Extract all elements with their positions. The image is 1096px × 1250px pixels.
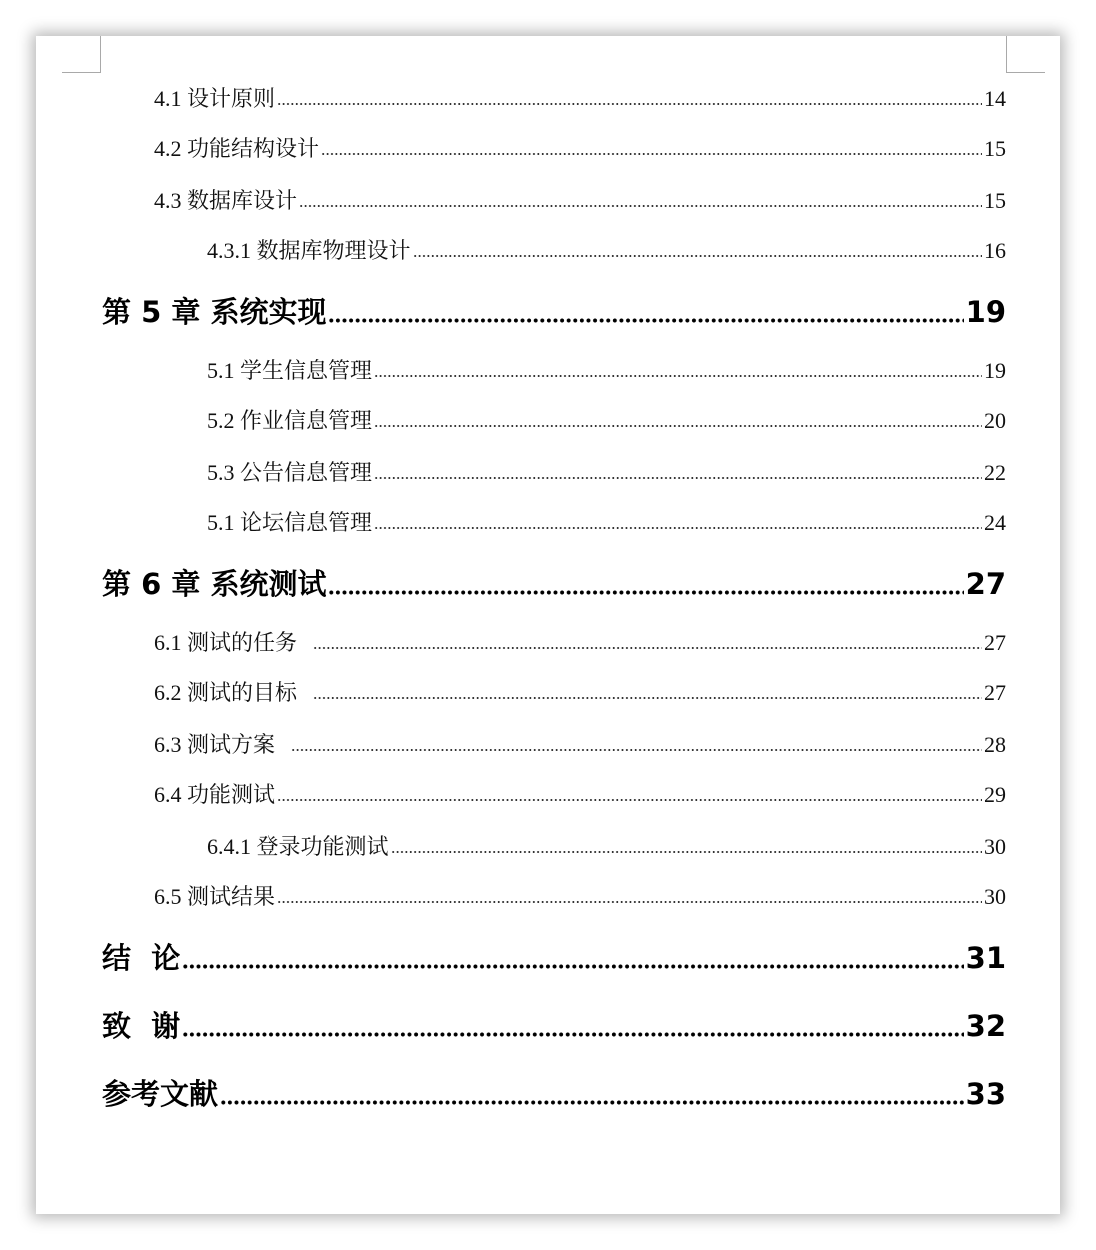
toc-dot-leader xyxy=(374,477,982,479)
toc-dot-leader xyxy=(182,1032,963,1037)
toc-dot-leader xyxy=(313,647,982,649)
toc-page-number: 30 xyxy=(984,884,1006,909)
toc-page-number: 15 xyxy=(984,188,1006,213)
toc-dot-leader xyxy=(182,964,963,969)
toc-entry-references[interactable] xyxy=(102,1072,1006,1112)
toc-entry-label: 5.1 学生信息管理 xyxy=(207,358,373,383)
toc-entry-6-5[interactable] xyxy=(154,880,1006,910)
toc-entry-5-3[interactable] xyxy=(207,456,1006,486)
toc-dot-leader xyxy=(374,527,982,529)
toc-page-number: 16 xyxy=(984,238,1006,263)
toc-dot-leader xyxy=(277,103,982,105)
toc-entry-5-1[interactable] xyxy=(207,354,1006,384)
toc-entry-6-1[interactable] xyxy=(154,626,1006,656)
toc-dot-leader xyxy=(391,851,982,853)
toc-page-number: 27 xyxy=(984,630,1006,655)
document-page xyxy=(36,36,1060,1214)
toc-page-number: 19 xyxy=(965,295,1006,329)
toc-entry-6-3[interactable] xyxy=(154,728,1006,758)
toc-chapter-label: 第 5 章 系统实现 xyxy=(102,295,327,329)
toc-entry-4-2[interactable] xyxy=(154,132,1006,162)
toc-entry-acknowledgements[interactable] xyxy=(102,1004,1006,1044)
toc-dot-leader xyxy=(328,318,963,323)
toc-page-number: 27 xyxy=(984,680,1006,705)
toc-dot-leader xyxy=(374,375,982,377)
toc-dot-leader xyxy=(291,749,982,751)
toc-entry-label: 4.1 设计原则 xyxy=(154,86,276,111)
toc-entry-label: 4.3.1 数据库物理设计 xyxy=(207,238,411,263)
toc-entry-chapter-5[interactable] xyxy=(102,290,1006,330)
toc-entry-label: 6.4.1 登录功能测试 xyxy=(207,834,389,859)
toc-dot-leader xyxy=(277,799,982,801)
toc-entry-label: 6.1 测试的任务 xyxy=(154,630,298,655)
toc-page-number: 28 xyxy=(984,732,1006,757)
toc-entry-label: 5.1 论坛信息管理 xyxy=(207,510,373,535)
toc-chapter-label: 致 谢 xyxy=(102,1009,181,1043)
toc-entry-chapter-6[interactable] xyxy=(102,562,1006,602)
toc-entry-conclusion[interactable] xyxy=(102,936,1006,976)
toc-dot-leader xyxy=(277,901,982,903)
toc-entry-4-3-1[interactable] xyxy=(207,234,1006,264)
toc-entry-label: 4.3 数据库设计 xyxy=(154,188,298,213)
toc-page-number: 33 xyxy=(965,1077,1006,1111)
toc-page-number: 29 xyxy=(984,782,1006,807)
toc-chapter-label: 结 论 xyxy=(102,941,181,975)
toc-entry-4-3[interactable] xyxy=(154,184,1006,214)
toc-entry-label: 6.5 测试结果 xyxy=(154,884,276,909)
toc-entry-6-2[interactable] xyxy=(154,676,1006,706)
toc-dot-leader xyxy=(299,205,982,207)
crop-mark-top-right xyxy=(1006,36,1045,73)
toc-entry-label: 6.3 测试方案 xyxy=(154,732,276,757)
toc-page-number: 31 xyxy=(965,941,1006,975)
toc-entry-label: 4.2 功能结构设计 xyxy=(154,136,320,161)
toc-dot-leader xyxy=(413,255,982,257)
toc-entry-6-4[interactable] xyxy=(154,778,1006,808)
toc-page-number: 22 xyxy=(984,460,1006,485)
toc-page-number: 15 xyxy=(984,136,1006,161)
toc-entry-5-2[interactable] xyxy=(207,404,1006,434)
crop-mark-top-left xyxy=(62,36,101,73)
toc-entry-4-1[interactable] xyxy=(154,82,1006,112)
toc-page-number: 19 xyxy=(984,358,1006,383)
toc-page-number: 27 xyxy=(965,567,1006,601)
toc-entry-5-4[interactable] xyxy=(207,506,1006,536)
toc-dot-leader xyxy=(374,425,982,427)
toc-page-number: 30 xyxy=(984,834,1006,859)
toc-entry-6-4-1[interactable] xyxy=(207,830,1006,860)
toc-dot-leader xyxy=(313,697,982,699)
toc-page-number: 14 xyxy=(984,86,1006,111)
toc-chapter-label: 第 6 章 系统测试 xyxy=(102,567,327,601)
toc-dot-leader xyxy=(321,153,982,155)
toc-dot-leader xyxy=(328,590,963,595)
toc-entry-label: 6.4 功能测试 xyxy=(154,782,276,807)
toc-page-number: 20 xyxy=(984,408,1006,433)
toc-page-number: 24 xyxy=(984,510,1006,535)
toc-page-number: 32 xyxy=(965,1009,1006,1043)
toc-chapter-label: 参考文献 xyxy=(102,1077,219,1111)
toc-entry-label: 5.2 作业信息管理 xyxy=(207,408,373,433)
toc-entry-label: 5.3 公告信息管理 xyxy=(207,460,373,485)
toc-dot-leader xyxy=(220,1100,964,1105)
toc-entry-label: 6.2 测试的目标 xyxy=(154,680,298,705)
